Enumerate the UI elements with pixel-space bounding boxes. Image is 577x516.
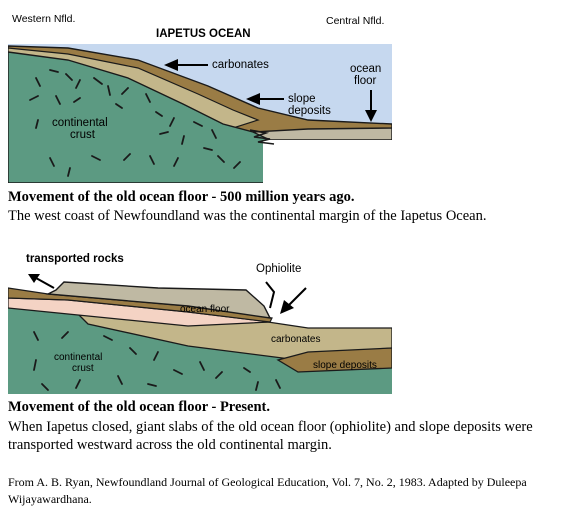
arrow-ophiolite-pointer <box>266 282 306 314</box>
label-western-nfld: Western Nfld. <box>12 13 76 25</box>
basement-strip <box>263 140 392 183</box>
label-crust-line1: continental <box>54 352 103 363</box>
label-carbonates: carbonates <box>212 59 269 71</box>
label-slope-deposits: slope deposits <box>313 360 377 371</box>
caption-title-500mya: Movement of the old ocean floor - 500 million years ago. <box>8 189 355 205</box>
label-ocean-floor-line1: ocean <box>350 63 382 75</box>
label-ocean-floor: ocean floor <box>180 304 230 315</box>
label-crust-line2: crust <box>72 363 94 374</box>
arrow-transported-rocks <box>28 274 54 288</box>
source-credit: From A. B. Ryan, Newfoundland Journal of Geological Education, Vol. 7, No. 2, 1983. Adapted by Duleepa Wijayawardhana. <box>8 475 527 506</box>
diagram-present <box>8 248 392 394</box>
label-carbonates: carbonates <box>271 334 321 345</box>
label-central-nfld: Central Nfld. <box>326 15 385 27</box>
label-ophiolite: Ophiolite <box>256 263 302 275</box>
label-slope-line1: slope <box>288 93 316 105</box>
label-iapetus-ocean: IAPETUS OCEAN <box>156 28 251 40</box>
label-crust-line1: continental <box>52 117 108 129</box>
caption-text-500mya: The west coast of Newfoundland was the continental margin of the Iapetus Ocean. <box>8 208 487 224</box>
label-crust-line2: crust <box>70 129 95 141</box>
label-transported-rocks: transported rocks <box>26 253 124 265</box>
caption-title-present: Movement of the old ocean floor - Present. <box>8 399 271 415</box>
label-ocean-floor-line2: floor <box>354 75 377 87</box>
diagram-500-million-years-ago <box>8 8 392 183</box>
label-slope-line2: deposits <box>288 105 331 117</box>
caption-text-present: When Iapetus closed, giant slabs of the old ocean floor (ophiolite) and slope deposits were transported westward across the old continental margin. <box>8 419 533 453</box>
